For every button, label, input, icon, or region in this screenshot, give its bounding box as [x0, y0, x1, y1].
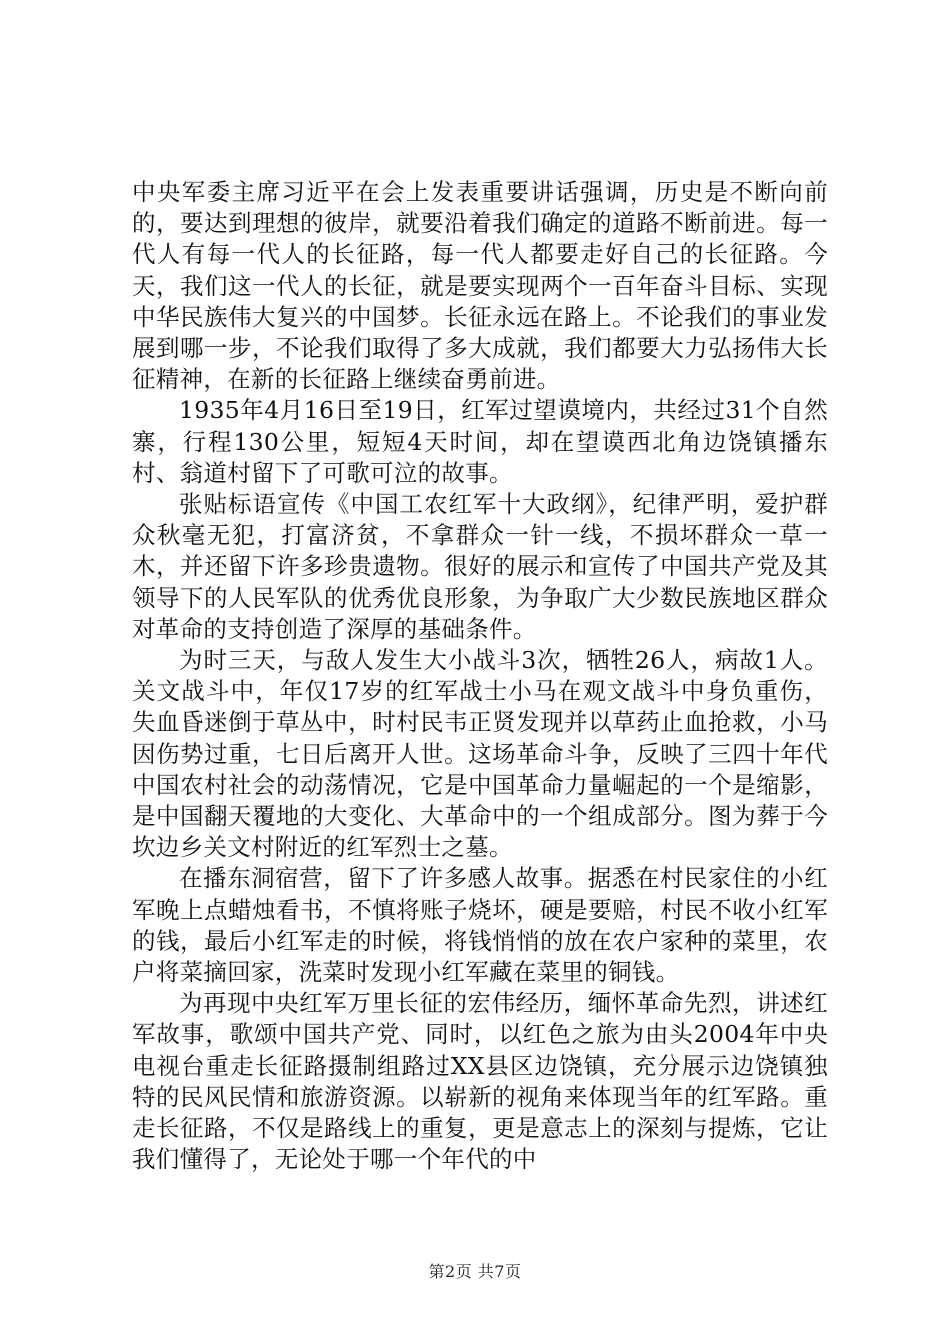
paragraph: 在播东洞宿营，留下了许多感人故事。据悉在村民家住的小红军晚上点蜡烛看书，不慎将账子烧坏，硬是要赔，村民不收小红军的钱，最后小红军走的时候，将钱悄悄的放在农户家种的菜里，农户将菜摘回家，洗菜时发现小红军藏在菜里的铜钱。: [132, 864, 828, 987]
document-body: [132, 177, 828, 1176]
paragraph: 张贴标语宣传《中国工农红军十大政纲》，纪律严明，爱护群众秋毫无犯，打富济贫，不拿群众一针一线，不损坏群众一草一木，并还留下许多珍贵遗物。很好的展示和宣传了中国共产党及其领导下的人民军队的优秀优良形象，为争取广大少数民族地区群众对革命的支持创造了深厚的基础条件。: [132, 490, 828, 643]
paragraph: 中央军委主席习近平在会上发表重要讲话强调，历史是不断向前的，要达到理想的彼岸，就要沿着我们确定的道路不断前进。每一代人有每一代人的长征路，每一代人都要走好自己的长征路。今天，我们这一代人的长征，就是要实现两个一百年奋斗目标、实现中华民族伟大复兴的中国梦。长征永远在路上。不论我们的事业发展到哪一步，不论我们取得了多大成就，我们都要大力弘扬伟大长征精神，在新的长征路上继续奋勇前进。: [132, 178, 828, 394]
paragraph: 1935年4月16日至19日，红军过望谟境内，共经过31个自然寨，行程130公里，短短4天时间，却在望谟西北角边饶镇播东村、翁道村留下了可歌可泣的故事。: [132, 396, 828, 487]
paragraph: 为时三天，与敌人发生大小战斗3次，牺牲26人，病故1人。关文战斗中，年仅17岁的红军战士小马在观文战斗中身负重伤，失血昏迷倒于草丛中，时村民韦正贤发现并以草药止血抢救，小马因伤势过重，七日后离开人世。这场革命斗争，反映了三四十年代中国农村社会的动荡情况，它是中国革命力量崛起的一个是缩影，是中国翻天覆地的大变化、大革命中的一个组成部分。图为葬于今坎边乡关文村附近的红军烈士之墓。: [132, 646, 828, 862]
page-number-footer: 第2页 共7页: [428, 1262, 522, 1281]
paragraph: 为再现中央红军万里长征的宏伟经历，缅怀革命先烈，讲述红军故事，歌颂中国共产党、同时，以红色之旅为由头2004年中央电视台重走长征路摄制组路过XX县区边饶镇，充分展示边饶镇独特的民风民情和旅游资源。以崭新的视角来体现当年的红军路。重走长征路，不仅是路线上的重复，更是意志上的深刻与提炼，它让我们懂得了，无论处于哪一个年代的中: [132, 989, 828, 1174]
